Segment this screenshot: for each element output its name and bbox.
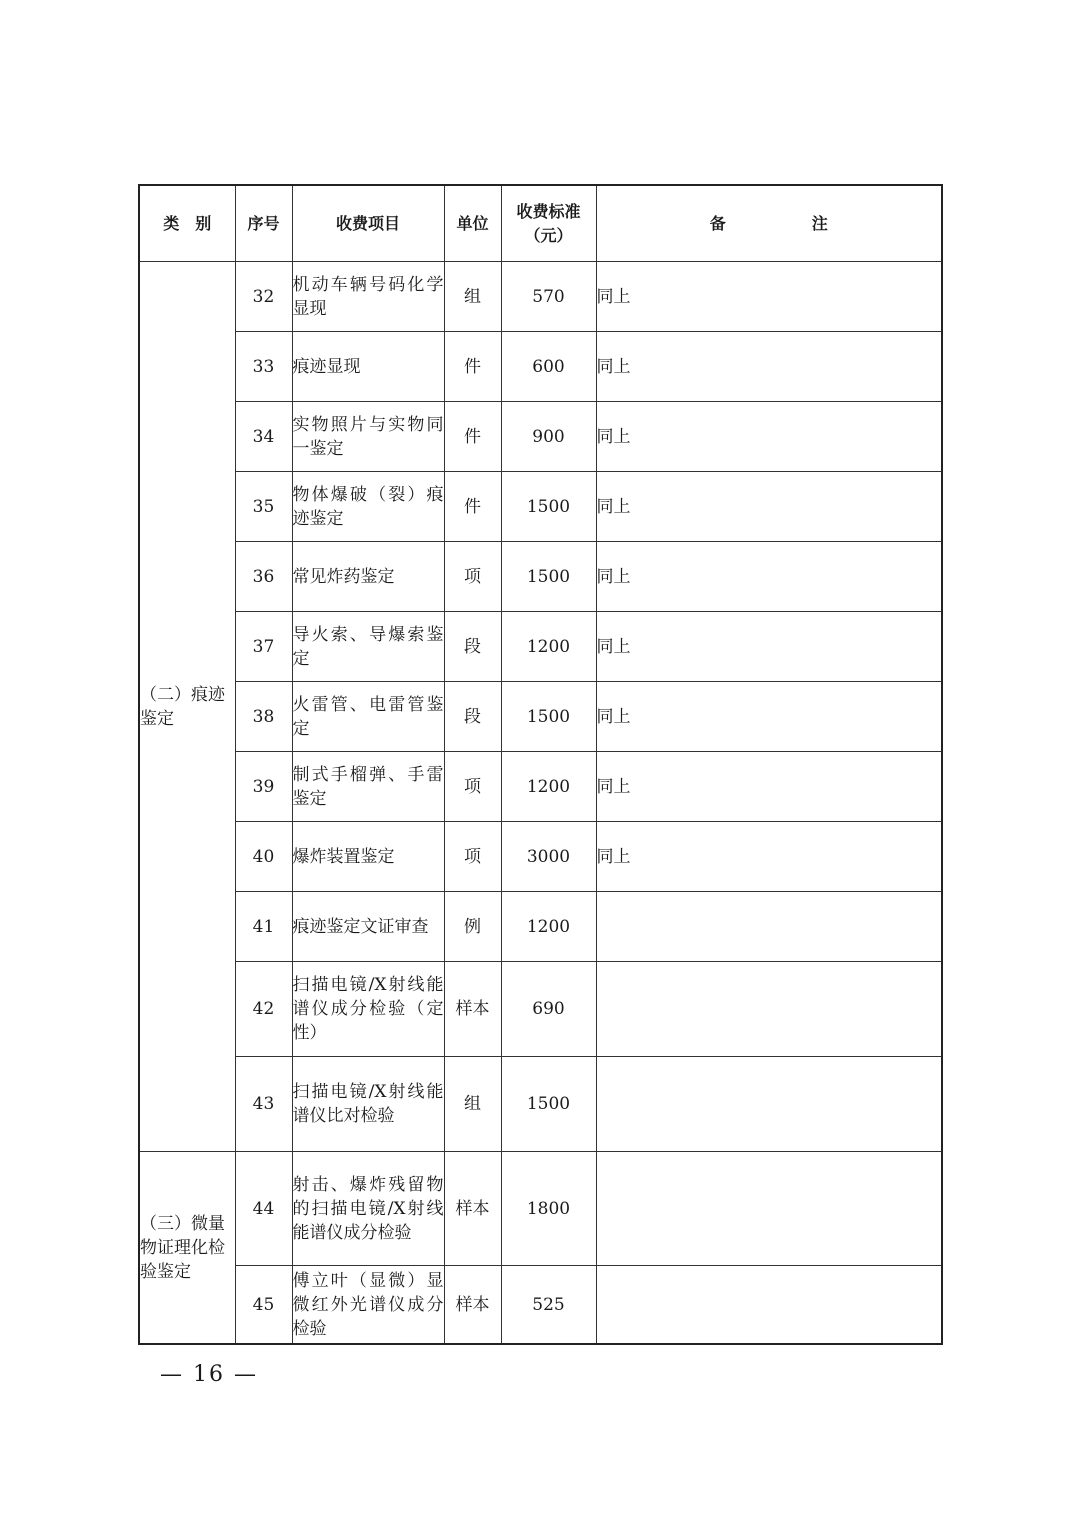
row-note: 同上 (596, 332, 942, 402)
row-no: 35 (235, 472, 292, 542)
table-row (139, 612, 942, 682)
row-item: 射击、爆炸残留物的扫描电镜/X射线能谱仪成分检验 (292, 1152, 444, 1266)
row-unit: 段 (444, 612, 501, 682)
header-row (139, 185, 942, 262)
row-item: 实物照片与实物同一鉴定 (292, 402, 444, 472)
table-row (139, 332, 942, 402)
table-row (139, 822, 942, 892)
row-item: 火雷管、电雷管鉴定 (292, 682, 444, 752)
table-row (139, 892, 942, 962)
page-number: — 16 — (160, 1362, 258, 1387)
row-fee: 600 (501, 332, 596, 402)
row-note: 同上 (596, 472, 942, 542)
row-unit: 项 (444, 542, 501, 612)
row-fee: 1200 (501, 752, 596, 822)
table-row (139, 472, 942, 542)
row-no: 32 (235, 262, 292, 332)
table-row (139, 682, 942, 752)
row-no: 37 (235, 612, 292, 682)
row-item: 痕迹鉴定文证审查 (292, 892, 444, 962)
row-item: 痕迹显现 (292, 332, 444, 402)
row-no: 39 (235, 752, 292, 822)
header-note (596, 185, 942, 262)
row-unit: 件 (444, 402, 501, 472)
row-item: 爆炸装置鉴定 (292, 822, 444, 892)
row-item: 扫描电镜/X射线能谱仪成分检验（定性） (292, 962, 444, 1057)
row-unit: 组 (444, 1057, 501, 1152)
category-cell: （二）痕迹鉴定 (139, 262, 235, 1152)
row-fee: 900 (501, 402, 596, 472)
category-cell: （三）微量物证理化检验鉴定 (139, 1152, 235, 1345)
row-item: 傅立叶（显微）显微红外光谱仪成分检验 (292, 1266, 444, 1345)
row-note: 同上 (596, 542, 942, 612)
row-note: 同上 (596, 402, 942, 472)
row-unit: 样本 (444, 962, 501, 1057)
row-unit: 件 (444, 332, 501, 402)
table-row (139, 752, 942, 822)
table-row (139, 262, 942, 332)
row-item: 扫描电镜/X射线能谱仪比对检验 (292, 1057, 444, 1152)
row-unit: 件 (444, 472, 501, 542)
table-row (139, 542, 942, 612)
row-no: 43 (235, 1057, 292, 1152)
header-fee-line2: （元） (524, 225, 573, 245)
row-unit: 段 (444, 682, 501, 752)
row-no: 41 (235, 892, 292, 962)
row-note (596, 892, 942, 962)
row-fee: 1500 (501, 542, 596, 612)
header-item: 收费项目 (292, 185, 444, 262)
row-item: 常见炸药鉴定 (292, 542, 444, 612)
header-note-b: 注 (811, 213, 828, 233)
row-note: 同上 (596, 612, 942, 682)
table-row (139, 962, 942, 1057)
row-note: 同上 (596, 262, 942, 332)
row-no: 42 (235, 962, 292, 1057)
row-fee: 690 (501, 962, 596, 1057)
row-unit: 例 (444, 892, 501, 962)
row-item: 物体爆破（裂）痕迹鉴定 (292, 472, 444, 542)
row-item: 制式手榴弹、手雷鉴定 (292, 752, 444, 822)
row-note (596, 1152, 942, 1266)
row-fee: 1800 (501, 1152, 596, 1266)
row-note (596, 1057, 942, 1152)
row-unit: 组 (444, 262, 501, 332)
header-category: 类 别 (139, 185, 235, 262)
row-note (596, 962, 942, 1057)
header-seq: 序号 (235, 185, 292, 262)
table-row (139, 1152, 942, 1266)
row-unit: 项 (444, 752, 501, 822)
header-fee-line1: 收费标准 (516, 201, 581, 221)
row-fee: 1200 (501, 892, 596, 962)
row-no: 45 (235, 1266, 292, 1345)
table-row (139, 402, 942, 472)
row-no: 38 (235, 682, 292, 752)
row-no: 36 (235, 542, 292, 612)
row-fee: 1500 (501, 1057, 596, 1152)
row-item: 机动车辆号码化学显现 (292, 262, 444, 332)
row-no: 34 (235, 402, 292, 472)
row-unit: 样本 (444, 1266, 501, 1345)
row-fee: 3000 (501, 822, 596, 892)
row-item: 导火索、导爆索鉴定 (292, 612, 444, 682)
fee-table (138, 184, 943, 1345)
row-no: 33 (235, 332, 292, 402)
table-row (139, 1057, 942, 1152)
row-note (596, 1266, 942, 1345)
header-unit: 单位 (444, 185, 501, 262)
row-fee: 1500 (501, 472, 596, 542)
row-note: 同上 (596, 682, 942, 752)
row-note: 同上 (596, 822, 942, 892)
row-note: 同上 (596, 752, 942, 822)
row-unit: 样本 (444, 1152, 501, 1266)
row-fee: 1500 (501, 682, 596, 752)
row-fee: 525 (501, 1266, 596, 1345)
header-note-a: 备 (709, 213, 726, 233)
row-unit: 项 (444, 822, 501, 892)
row-fee: 570 (501, 262, 596, 332)
row-no: 40 (235, 822, 292, 892)
table-row (139, 1266, 942, 1345)
row-fee: 1200 (501, 612, 596, 682)
header-fee (501, 185, 596, 262)
row-no: 44 (235, 1152, 292, 1266)
